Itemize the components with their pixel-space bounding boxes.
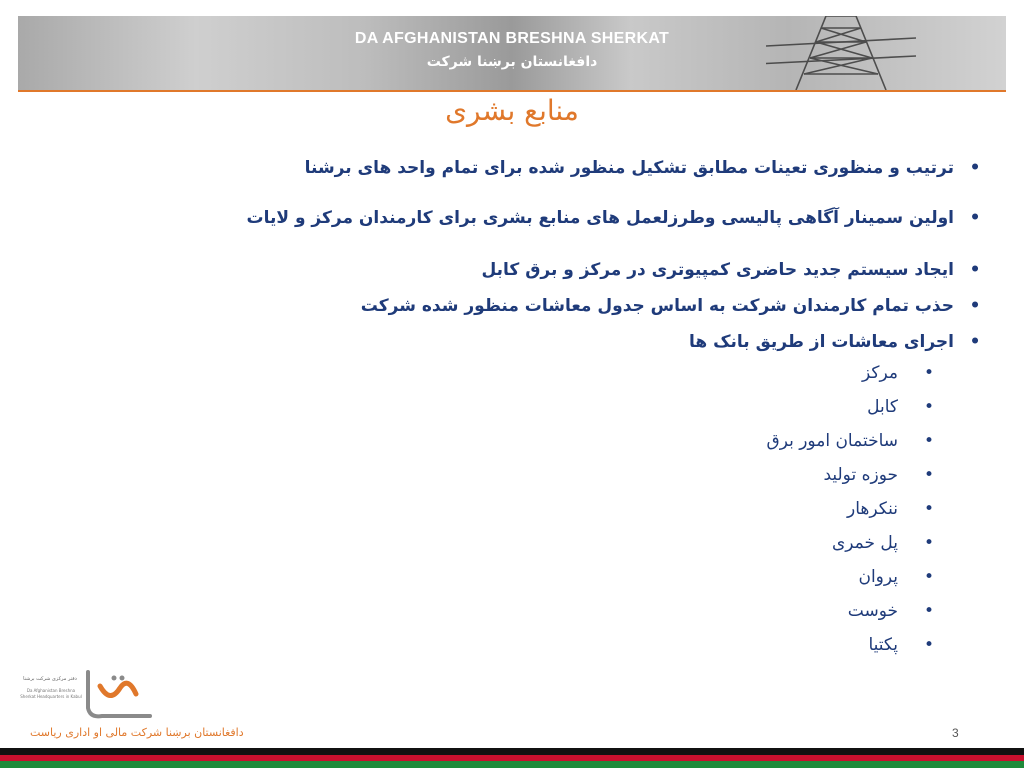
bullet-icon: • (969, 158, 981, 178)
bullet-icon: • (923, 499, 935, 519)
bullet-list (82, 150, 982, 662)
bullet-icon: • (969, 296, 981, 316)
bullet-icon: • (923, 431, 935, 451)
sub-bullet-item (82, 390, 982, 424)
logo-caption-persian: دفتر مرکزی شرکت برشنا (23, 676, 77, 682)
flag-stripe-green (0, 761, 1024, 768)
bullet-item (82, 294, 982, 318)
bullet-text: اجرای معاشات از طریق بانک ها (689, 332, 954, 352)
header-title-english: DA AFGHANISTAN BRESHNA SHERKAT (354, 30, 670, 47)
bullet-text: ایجاد سیستم جدید حاضری کمپیوتری در مرکز و برق کابل (481, 260, 954, 280)
bullet-item (82, 206, 982, 230)
bullet-icon: • (969, 208, 981, 228)
sub-bullet-text: حوزه تولید (823, 465, 898, 485)
sub-bullet-text: پکتیا (868, 635, 898, 655)
sub-bullet-item (82, 628, 982, 662)
flag-stripe-black (0, 748, 1024, 755)
sub-bullet-item (82, 526, 982, 560)
bullet-item (82, 258, 982, 282)
sub-bullet-text: پروان (858, 567, 898, 587)
sub-bullet-item (82, 356, 982, 390)
bullet-item (82, 156, 982, 180)
sub-bullet-item (82, 492, 982, 526)
bullet-icon: • (923, 397, 935, 417)
sub-bullet-text: خوست (847, 601, 898, 621)
bullet-item (82, 330, 982, 354)
sub-bullet-text: مرکز (862, 363, 898, 383)
bullet-text: اولین سمینار آگاهی پالیسی وطرزلعمل های منابع بشری برای کارمندان مرکز و لایات (246, 208, 954, 228)
bullet-icon: • (923, 465, 935, 485)
sub-bullet-text: ساختمان امور برق (766, 431, 898, 451)
bullet-text: ترتیب و منظوری تعینات مطابق تشکیل منظور شده برای تمام واحد های برشنا (304, 158, 954, 178)
logo-caption-english: Da Afghanistan Breshna Sherkat Headquarters in Kabul (20, 688, 82, 699)
slide-title: منابع بشری (445, 94, 579, 127)
bullet-icon: • (923, 635, 935, 655)
sub-bullet-text: پل خمری (831, 533, 898, 553)
header-banner (18, 16, 1006, 90)
sub-bullet-item (82, 424, 982, 458)
sub-bullet-text: کابل (867, 397, 898, 417)
bullet-icon: • (969, 260, 981, 280)
sub-bullet-item (82, 560, 982, 594)
sub-bullet-item (82, 594, 982, 628)
sub-bullet-text: ننکرهار (847, 499, 898, 519)
bullet-icon: • (923, 533, 935, 553)
page-number: 3 (952, 726, 959, 740)
header-title-persian: دافغانستان برښنا شرکت (426, 54, 598, 70)
bullet-icon: • (969, 332, 981, 352)
footer-text: دافغانستان برښنا شرکت مالی او اداری ریاست (30, 726, 244, 739)
sub-bullet-item (82, 458, 982, 492)
bullet-icon: • (923, 363, 935, 383)
header-divider (18, 90, 1006, 92)
bullet-icon: • (923, 567, 935, 587)
bullet-text: حذب تمام کارمندان شرکت به اساس جدول معاشات منظور شده شرکت (360, 296, 954, 316)
bullet-icon: • (923, 601, 935, 621)
power-pylon-icon (766, 16, 916, 90)
